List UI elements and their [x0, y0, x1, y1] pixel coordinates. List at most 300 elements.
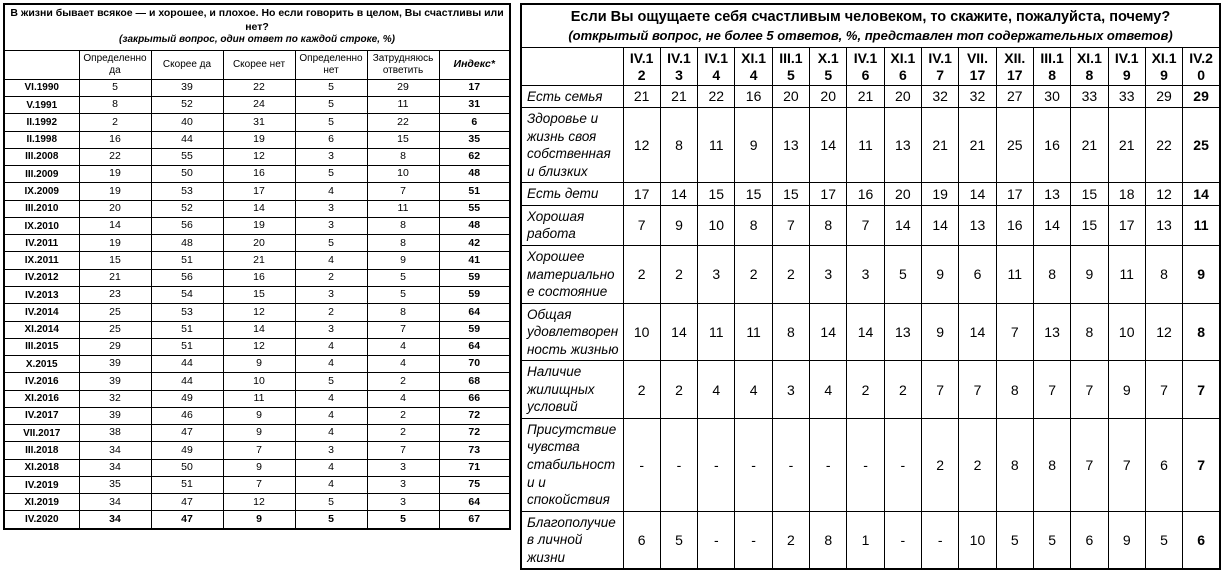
- value-cell: 9: [1108, 511, 1145, 569]
- value-cell: 8: [1183, 303, 1220, 361]
- value-cell: 7: [1145, 361, 1182, 419]
- value-cell: -: [698, 511, 735, 569]
- value-cell: 47: [151, 511, 223, 529]
- table-row: [4, 390, 510, 407]
- index-cell: 64: [439, 304, 510, 321]
- value-cell: 4: [367, 338, 439, 355]
- value-cell: 12: [223, 494, 295, 511]
- value-cell: 22: [698, 85, 735, 108]
- index-cell: 75: [439, 476, 510, 493]
- row-label: Хорошая работа: [521, 205, 623, 245]
- table-row: [4, 97, 510, 114]
- value-cell: 17: [1108, 205, 1145, 245]
- right-table-title: Если Вы ощущаете себя счастливым человеком, то скажите, пожалуйста, почему?: [570, 9, 1171, 25]
- value-cell: 25: [996, 108, 1033, 183]
- value-cell: 9: [735, 108, 772, 183]
- value-cell: 13: [884, 303, 921, 361]
- value-cell: 6: [1071, 511, 1108, 569]
- index-cell: 62: [439, 148, 510, 165]
- value-cell: 10: [698, 205, 735, 245]
- row-label: III.2008: [4, 148, 79, 165]
- table-row: [4, 217, 510, 234]
- table-row: [4, 425, 510, 442]
- value-cell: 4: [295, 356, 367, 373]
- value-cell: 25: [79, 304, 151, 321]
- value-cell: 11: [847, 108, 884, 183]
- row-label: IV.2014: [4, 304, 79, 321]
- value-cell: 3: [295, 442, 367, 459]
- right-table-header-row: [521, 48, 1220, 85]
- table-row: [521, 303, 1220, 361]
- value-cell: -: [735, 418, 772, 511]
- table-row: [521, 246, 1220, 304]
- value-cell: 16: [735, 85, 772, 108]
- value-cell: 23: [79, 286, 151, 303]
- column-header: IV.17: [922, 48, 959, 85]
- value-cell: 16: [996, 205, 1033, 245]
- value-cell: 9: [223, 356, 295, 373]
- row-label: II.1992: [4, 114, 79, 131]
- value-cell: 14: [959, 303, 996, 361]
- row-label: XI.2019: [4, 494, 79, 511]
- value-cell: 8: [810, 205, 847, 245]
- value-cell: 10: [959, 511, 996, 569]
- value-cell: 7: [367, 442, 439, 459]
- value-cell: 7: [1183, 418, 1220, 511]
- row-label: IV.2020: [4, 511, 79, 529]
- value-cell: 9: [223, 425, 295, 442]
- value-cell: 56: [151, 269, 223, 286]
- left-table-title: В жизни бывает всякое — и хорошее, и плохое. Но если говорить в целом, Вы счастливы или нет?: [10, 7, 504, 33]
- value-cell: 21: [922, 108, 959, 183]
- value-cell: 4: [295, 476, 367, 493]
- value-cell: 2: [295, 304, 367, 321]
- value-cell: 21: [959, 108, 996, 183]
- value-cell: 11: [223, 390, 295, 407]
- value-cell: 22: [367, 114, 439, 131]
- value-cell: 14: [660, 183, 697, 206]
- value-cell: 9: [922, 246, 959, 304]
- value-cell: 8: [660, 108, 697, 183]
- value-cell: 14: [223, 321, 295, 338]
- value-cell: 38: [79, 425, 151, 442]
- value-cell: 5: [295, 373, 367, 390]
- column-header: IV.19: [1108, 48, 1145, 85]
- value-cell: 10: [223, 373, 295, 390]
- value-cell: 2: [772, 511, 809, 569]
- value-cell: 2: [623, 361, 660, 419]
- table-row: [4, 304, 510, 321]
- value-cell: 9: [1071, 246, 1108, 304]
- row-label: V.1991: [4, 97, 79, 114]
- value-cell: 7: [1071, 361, 1108, 419]
- table-row: [4, 407, 510, 424]
- index-cell: 70: [439, 356, 510, 373]
- value-cell: 11: [1108, 246, 1145, 304]
- value-cell: 8: [1033, 246, 1070, 304]
- happiness-reasons-open-question-table: [520, 3, 1221, 570]
- column-header: IV.13: [660, 48, 697, 85]
- value-cell: 2: [660, 361, 697, 419]
- value-cell: 3: [295, 286, 367, 303]
- table-row: [521, 361, 1220, 419]
- column-header: Определенно нет: [295, 50, 367, 79]
- value-cell: 4: [295, 183, 367, 200]
- table-row: [4, 79, 510, 96]
- value-cell: 14: [1183, 183, 1220, 206]
- value-cell: 21: [660, 85, 697, 108]
- value-cell: 19: [79, 235, 151, 252]
- value-cell: 1: [847, 511, 884, 569]
- index-cell: 68: [439, 373, 510, 390]
- value-cell: 3: [295, 321, 367, 338]
- value-cell: 2: [735, 246, 772, 304]
- column-header: XII.17: [996, 48, 1033, 85]
- value-cell: -: [884, 511, 921, 569]
- value-cell: 8: [367, 304, 439, 321]
- row-label: XI.2014: [4, 321, 79, 338]
- value-cell: 18: [1108, 183, 1145, 206]
- row-label: XI.2016: [4, 390, 79, 407]
- happiness-closed-question-table: [3, 3, 511, 530]
- table-row: [521, 418, 1220, 511]
- value-cell: 13: [884, 108, 921, 183]
- row-label: Общая удовлетворенность жизнью: [521, 303, 623, 361]
- value-cell: 32: [959, 85, 996, 108]
- row-label: Присутствие чувства стабильности и спокойствия: [521, 418, 623, 511]
- table-row: [521, 205, 1220, 245]
- value-cell: 32: [79, 390, 151, 407]
- value-cell: 39: [79, 407, 151, 424]
- row-label: IX.2011: [4, 252, 79, 269]
- value-cell: 2: [884, 361, 921, 419]
- value-cell: 20: [884, 183, 921, 206]
- index-cell: 6: [439, 114, 510, 131]
- value-cell: 20: [772, 85, 809, 108]
- value-cell: 12: [623, 108, 660, 183]
- table-row: [4, 321, 510, 338]
- value-cell: 15: [1071, 205, 1108, 245]
- left-table-title-cell: [4, 4, 510, 50]
- value-cell: 17: [810, 183, 847, 206]
- value-cell: 9: [367, 252, 439, 269]
- value-cell: 11: [996, 246, 1033, 304]
- column-header: IV.12: [623, 48, 660, 85]
- value-cell: 5: [367, 286, 439, 303]
- value-cell: 53: [151, 304, 223, 321]
- value-cell: 47: [151, 494, 223, 511]
- value-cell: 2: [367, 425, 439, 442]
- value-cell: 14: [223, 200, 295, 217]
- value-cell: 16: [223, 269, 295, 286]
- value-cell: 35: [79, 476, 151, 493]
- index-cell: 59: [439, 321, 510, 338]
- row-label: VII.2017: [4, 425, 79, 442]
- table-row: [4, 494, 510, 511]
- value-cell: 5: [367, 269, 439, 286]
- table-row: [4, 338, 510, 355]
- value-cell: 3: [295, 148, 367, 165]
- value-cell: 13: [1033, 303, 1070, 361]
- value-cell: 22: [1145, 108, 1182, 183]
- value-cell: 14: [922, 205, 959, 245]
- value-cell: 3: [367, 459, 439, 476]
- value-cell: -: [847, 418, 884, 511]
- value-cell: 6: [623, 511, 660, 569]
- value-cell: -: [810, 418, 847, 511]
- value-cell: 21: [1108, 108, 1145, 183]
- index-cell: 48: [439, 166, 510, 183]
- row-label: Есть семья: [521, 85, 623, 108]
- value-cell: 12: [223, 304, 295, 321]
- index-cell: 42: [439, 235, 510, 252]
- value-cell: 14: [959, 183, 996, 206]
- value-cell: 9: [223, 407, 295, 424]
- value-cell: 11: [735, 303, 772, 361]
- value-cell: 11: [698, 303, 735, 361]
- column-header: Затрудняюсь ответить: [367, 50, 439, 79]
- value-cell: 39: [151, 79, 223, 96]
- value-cell: 8: [996, 361, 1033, 419]
- table-row: [521, 511, 1220, 569]
- value-cell: 4: [295, 390, 367, 407]
- value-cell: 10: [367, 166, 439, 183]
- value-cell: -: [772, 418, 809, 511]
- value-cell: 34: [79, 511, 151, 529]
- value-cell: 13: [1145, 205, 1182, 245]
- value-cell: 46: [151, 407, 223, 424]
- value-cell: 4: [295, 425, 367, 442]
- value-cell: 7: [772, 205, 809, 245]
- table-row: [4, 235, 510, 252]
- right-table-subtitle: (открытый вопрос, не более 5 ответов, %, представлен топ содержательных ответов): [568, 27, 1173, 43]
- value-cell: 5: [1033, 511, 1070, 569]
- value-cell: 21: [79, 269, 151, 286]
- table-row: [4, 166, 510, 183]
- value-cell: 4: [295, 407, 367, 424]
- value-cell: 14: [810, 108, 847, 183]
- index-cell: 41: [439, 252, 510, 269]
- value-cell: 17: [223, 183, 295, 200]
- row-label: IX.2009: [4, 183, 79, 200]
- value-cell: 6: [959, 246, 996, 304]
- value-cell: 4: [735, 361, 772, 419]
- value-cell: 20: [79, 200, 151, 217]
- row-label: XI.2018: [4, 459, 79, 476]
- value-cell: 7: [847, 205, 884, 245]
- index-cell: 67: [439, 511, 510, 529]
- table-row: [521, 183, 1220, 206]
- value-cell: 9: [660, 205, 697, 245]
- value-cell: 32: [922, 85, 959, 108]
- value-cell: 3: [810, 246, 847, 304]
- value-cell: 12: [1145, 183, 1182, 206]
- row-label: IV.2017: [4, 407, 79, 424]
- value-cell: 5: [295, 235, 367, 252]
- value-cell: 8: [810, 511, 847, 569]
- value-cell: 7: [1071, 418, 1108, 511]
- index-cell: 64: [439, 494, 510, 511]
- table-row: [4, 459, 510, 476]
- value-cell: 21: [1071, 108, 1108, 183]
- value-cell: 3: [295, 217, 367, 234]
- value-cell: 14: [884, 205, 921, 245]
- value-cell: 3: [772, 361, 809, 419]
- value-cell: 21: [847, 85, 884, 108]
- column-header: X.15: [810, 48, 847, 85]
- value-cell: 50: [151, 459, 223, 476]
- value-cell: 7: [223, 442, 295, 459]
- value-cell: 20: [810, 85, 847, 108]
- row-label: Есть дети: [521, 183, 623, 206]
- value-cell: 5: [79, 79, 151, 96]
- value-cell: 2: [772, 246, 809, 304]
- value-cell: 16: [223, 166, 295, 183]
- value-cell: 52: [151, 97, 223, 114]
- value-cell: 8: [367, 217, 439, 234]
- value-cell: 22: [79, 148, 151, 165]
- value-cell: 10: [1108, 303, 1145, 361]
- value-cell: 9: [922, 303, 959, 361]
- value-cell: 6: [295, 131, 367, 148]
- row-label: X.2015: [4, 356, 79, 373]
- value-cell: 31: [223, 114, 295, 131]
- index-cell: 17: [439, 79, 510, 96]
- value-cell: 11: [367, 200, 439, 217]
- value-cell: 33: [1108, 85, 1145, 108]
- value-cell: 9: [1108, 361, 1145, 419]
- index-cell: 59: [439, 286, 510, 303]
- column-header: Определенно да: [79, 50, 151, 79]
- left-table-header-row: [4, 50, 510, 79]
- value-cell: 4: [367, 356, 439, 373]
- value-cell: 24: [223, 97, 295, 114]
- value-cell: 13: [772, 108, 809, 183]
- value-cell: 15: [367, 131, 439, 148]
- value-cell: 54: [151, 286, 223, 303]
- table-row: [4, 442, 510, 459]
- value-cell: 2: [660, 246, 697, 304]
- value-cell: 2: [79, 114, 151, 131]
- value-cell: 16: [1033, 108, 1070, 183]
- value-cell: 19: [922, 183, 959, 206]
- value-cell: 44: [151, 373, 223, 390]
- value-cell: 3: [367, 476, 439, 493]
- table-row: [4, 114, 510, 131]
- value-cell: 47: [151, 425, 223, 442]
- column-header: IV.16: [847, 48, 884, 85]
- value-cell: 7: [223, 476, 295, 493]
- index-cell: 72: [439, 407, 510, 424]
- value-cell: 25: [79, 321, 151, 338]
- corner-cell: [4, 50, 79, 79]
- value-cell: 15: [223, 286, 295, 303]
- value-cell: -: [698, 418, 735, 511]
- row-label: IV.2016: [4, 373, 79, 390]
- value-cell: 29: [1183, 85, 1220, 108]
- value-cell: 52: [151, 200, 223, 217]
- index-cell: 72: [439, 425, 510, 442]
- value-cell: 17: [623, 183, 660, 206]
- value-cell: 3: [295, 200, 367, 217]
- value-cell: 5: [295, 79, 367, 96]
- value-cell: 29: [1145, 85, 1182, 108]
- value-cell: 4: [810, 361, 847, 419]
- column-header: XI.14: [735, 48, 772, 85]
- value-cell: 3: [698, 246, 735, 304]
- row-label: IV.2011: [4, 235, 79, 252]
- value-cell: 44: [151, 356, 223, 373]
- index-cell: 71: [439, 459, 510, 476]
- table-row: [4, 476, 510, 493]
- index-cell: 73: [439, 442, 510, 459]
- table-row: [4, 200, 510, 217]
- value-cell: 2: [623, 246, 660, 304]
- table-row: [4, 356, 510, 373]
- value-cell: 2: [295, 269, 367, 286]
- value-cell: 13: [959, 205, 996, 245]
- column-header: XI.18: [1071, 48, 1108, 85]
- value-cell: 21: [623, 85, 660, 108]
- value-cell: 34: [79, 459, 151, 476]
- row-label: Хорошее материальное состояние: [521, 246, 623, 304]
- value-cell: 12: [223, 148, 295, 165]
- value-cell: 15: [735, 183, 772, 206]
- column-header: Скорее да: [151, 50, 223, 79]
- row-label: IV.2012: [4, 269, 79, 286]
- value-cell: 4: [295, 338, 367, 355]
- row-label: III.2015: [4, 338, 79, 355]
- table-row: [4, 269, 510, 286]
- value-cell: 8: [772, 303, 809, 361]
- value-cell: 39: [79, 356, 151, 373]
- value-cell: 5: [295, 511, 367, 529]
- value-cell: 2: [847, 361, 884, 419]
- value-cell: 2: [922, 418, 959, 511]
- value-cell: 3: [367, 494, 439, 511]
- value-cell: 2: [367, 373, 439, 390]
- row-label: III.2009: [4, 166, 79, 183]
- value-cell: 5: [295, 494, 367, 511]
- value-cell: 7: [623, 205, 660, 245]
- value-cell: 7: [367, 183, 439, 200]
- value-cell: 15: [772, 183, 809, 206]
- value-cell: 34: [79, 494, 151, 511]
- value-cell: 15: [79, 252, 151, 269]
- value-cell: 16: [79, 131, 151, 148]
- value-cell: 29: [79, 338, 151, 355]
- value-cell: 11: [1183, 205, 1220, 245]
- row-label: VI.1990: [4, 79, 79, 96]
- index-cell: 59: [439, 269, 510, 286]
- table-row: [4, 183, 510, 200]
- value-cell: 11: [367, 97, 439, 114]
- value-cell: 27: [996, 85, 1033, 108]
- value-cell: 20: [223, 235, 295, 252]
- value-cell: 25: [1183, 108, 1220, 183]
- value-cell: 6: [1183, 511, 1220, 569]
- value-cell: 9: [223, 511, 295, 529]
- value-cell: 14: [1033, 205, 1070, 245]
- value-cell: 39: [79, 373, 151, 390]
- value-cell: 19: [223, 131, 295, 148]
- value-cell: 12: [1145, 303, 1182, 361]
- value-cell: 29: [367, 79, 439, 96]
- value-cell: 20: [884, 85, 921, 108]
- value-cell: 53: [151, 183, 223, 200]
- value-cell: 4: [698, 361, 735, 419]
- value-cell: 7: [922, 361, 959, 419]
